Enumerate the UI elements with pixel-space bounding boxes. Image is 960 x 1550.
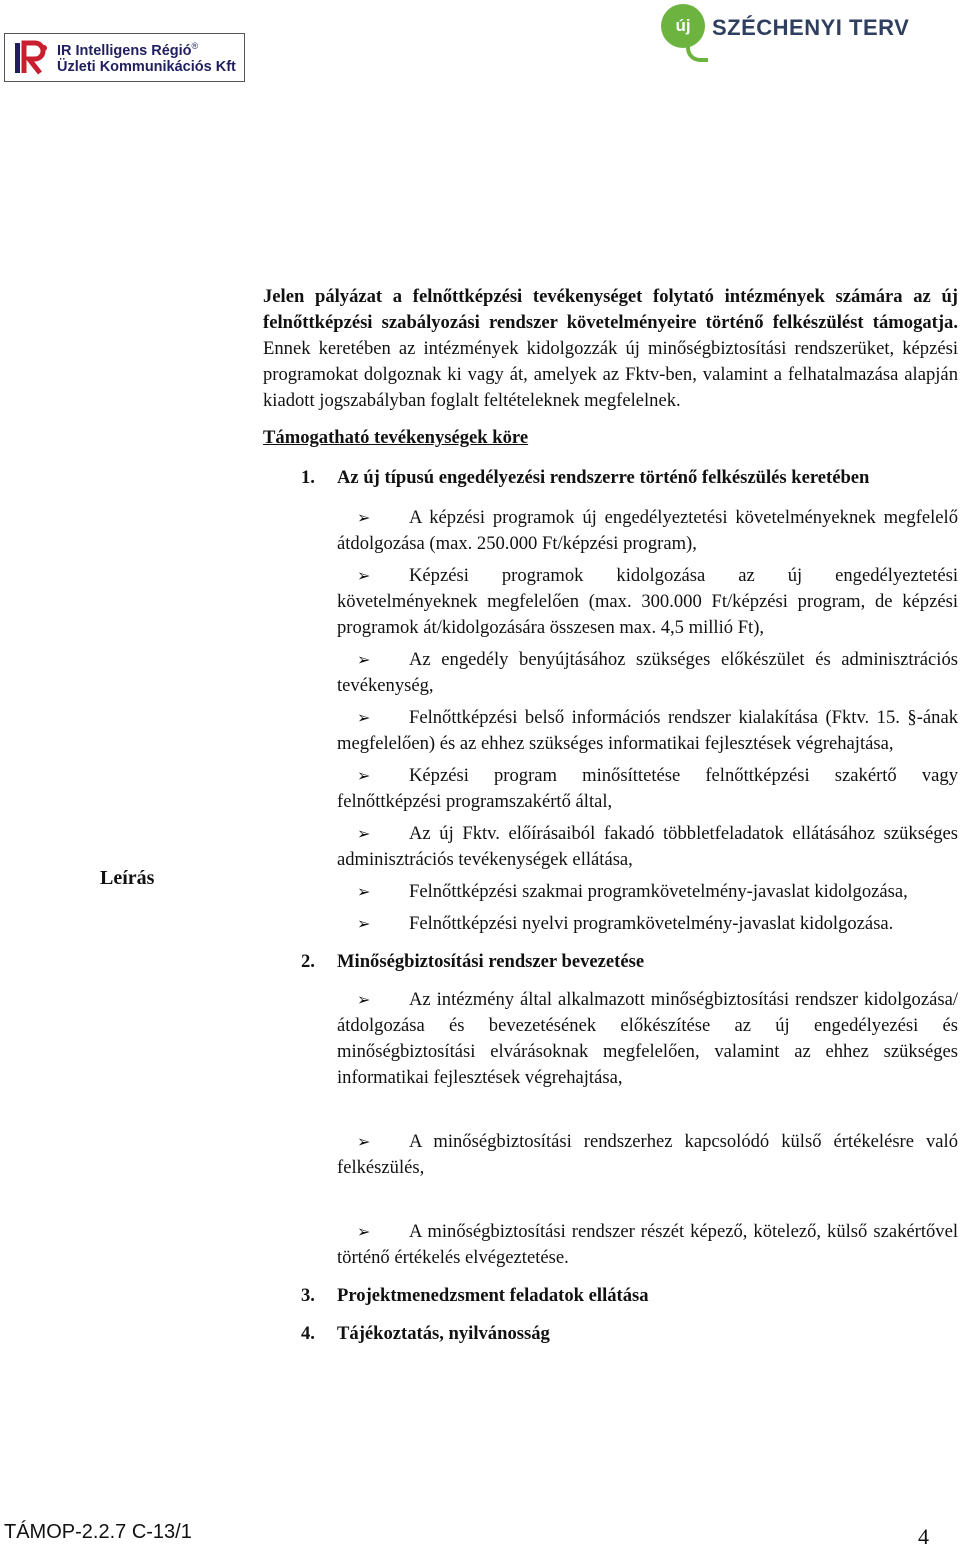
list-item: ➢ A képzési programok új engedélyeztetési követelményeknek megfelelő átdolgozása (max. 250.000 Ft/képzési program), bbox=[337, 507, 958, 554]
item-title: Tájékoztatás, nyilvánosság bbox=[337, 1323, 550, 1344]
bullet-list-1 bbox=[263, 505, 958, 937]
arrow-bullet-icon: ➢ bbox=[357, 1132, 371, 1151]
item-title: Az új típusú engedélyezési rendszerre történő felkészülés keretében bbox=[337, 467, 870, 488]
intro-bold-text: Jelen pályázat a felnőttképzési tevékenységet folytató intézmények számára az új felnőttképzési szabályozási rendszer követelményeire történő felkészülést támogatja. bbox=[263, 286, 958, 333]
ir-intelligens-regio-logo bbox=[4, 33, 245, 82]
ir-logo-mark-icon bbox=[13, 39, 51, 77]
list-item: ➢ A minőségbiztosítási rendszerhez kapcsolódó külső értékelésre való felkészülés, bbox=[337, 1131, 958, 1178]
arrow-bullet-icon: ➢ bbox=[357, 708, 371, 727]
list-item: ➢ Képzési programok kidolgozása az új engedélyeztetési követelményeknek megfelelően (max. 300.000 Ft/képzési program, de képzési programok át/kidolgozására összesen max. 4,5 millió Ft), bbox=[337, 565, 958, 638]
numbered-heading-4 bbox=[263, 1321, 958, 1347]
arrow-bullet-icon: ➢ bbox=[357, 508, 371, 527]
szechenyi-terv-text: SZÉCHENYI TERV bbox=[712, 15, 910, 40]
list-item: ➢ A minőségbiztosítási rendszer részét képező, kötelező, külső szakértővel történő értékelés elvégeztetése. bbox=[337, 1221, 958, 1268]
list-item: ➢ Felnőttképzési belső információs rendszer kialakítása (Fktv. 15. §-ának megfelelően) és az ehhez szükséges informatikai fejlesztések végrehajtása, bbox=[337, 707, 958, 754]
numbered-heading-1 bbox=[263, 465, 958, 491]
arrow-bullet-icon: ➢ bbox=[357, 566, 371, 585]
intro-paragraph bbox=[263, 284, 958, 414]
arrow-bullet-icon: ➢ bbox=[357, 766, 371, 785]
document-code: TÁMOP-2.2.7 C-13/1 bbox=[4, 1521, 192, 1543]
arrow-bullet-icon: ➢ bbox=[357, 650, 371, 669]
list-item: ➢ Felnőttképzési szakmai programkövetelmény-javaslat kidolgozása, bbox=[337, 879, 958, 905]
arrow-bullet-icon: ➢ bbox=[357, 824, 371, 843]
arrow-bullet-icon: ➢ bbox=[357, 990, 371, 1009]
list-item: ➢ Felnőttképzési nyelvi programkövetelmény-javaslat kidolgozása. bbox=[337, 911, 958, 937]
item-number: 4. bbox=[301, 1323, 315, 1344]
description-content bbox=[263, 284, 958, 1347]
item-number: 3. bbox=[301, 1285, 315, 1306]
numbered-heading-2 bbox=[263, 949, 958, 975]
bullet-list-2 bbox=[263, 987, 958, 1271]
item-title: Projektmenedzsment feladatok ellátása bbox=[337, 1285, 649, 1306]
section-title: Támogatható tevékenységek köre bbox=[263, 427, 529, 448]
numbered-heading-3 bbox=[263, 1283, 958, 1309]
row-label: Leírás bbox=[100, 867, 155, 889]
item-title: Minőségbiztosítási rendszer bevezetése bbox=[337, 951, 645, 972]
szechenyi-terv-logo bbox=[658, 4, 910, 52]
arrow-bullet-icon: ➢ bbox=[357, 1222, 371, 1241]
intro-normal-text: Ennek keretében az intézmények kidolgozzák új minőségbiztosítási rendszerüket, képzési programokat dolgoznak ki vagy át, amelyek az Fktv-ben, valamint a felhatalmazása alapján kiadott jogszabályban foglalt feltételeknek megfelelnek. bbox=[263, 338, 958, 411]
list-item: ➢ Képzési program minősíttetése felnőttképzési szakértő vagy felnőttképzési programszakértő által, bbox=[337, 765, 958, 812]
uj-badge: új bbox=[661, 4, 705, 48]
list-item: ➢ Az intézmény által alkalmazott minőségbiztosítási rendszer kidolgozása/ átdolgozása és bevezetésének előkészítése az új engedélyezési és minőségbiztosítási elvárásoknak megfelelően, valamint az ehhez szükséges informatikai fejlesztések végrehajtása, bbox=[337, 989, 958, 1088]
page-number: 4 bbox=[918, 1524, 929, 1549]
ir-logo-line1: IR Intelligens Régió® bbox=[57, 41, 199, 59]
item-number: 1. bbox=[301, 467, 315, 488]
ir-logo-line2: Üzleti Kommunikációs Kft bbox=[57, 59, 236, 75]
list-item: ➢ Az engedély benyújtásához szükséges előkészület és adminisztrációs tevékenység, bbox=[337, 649, 958, 696]
list-item: ➢ Az új Fktv. előírásaiból fakadó többletfeladatok ellátásához szükséges adminisztrációs tevékenységek ellátása, bbox=[337, 823, 958, 870]
arrow-bullet-icon: ➢ bbox=[357, 882, 371, 901]
arrow-bullet-icon: ➢ bbox=[357, 914, 371, 933]
item-number: 2. bbox=[301, 951, 315, 972]
